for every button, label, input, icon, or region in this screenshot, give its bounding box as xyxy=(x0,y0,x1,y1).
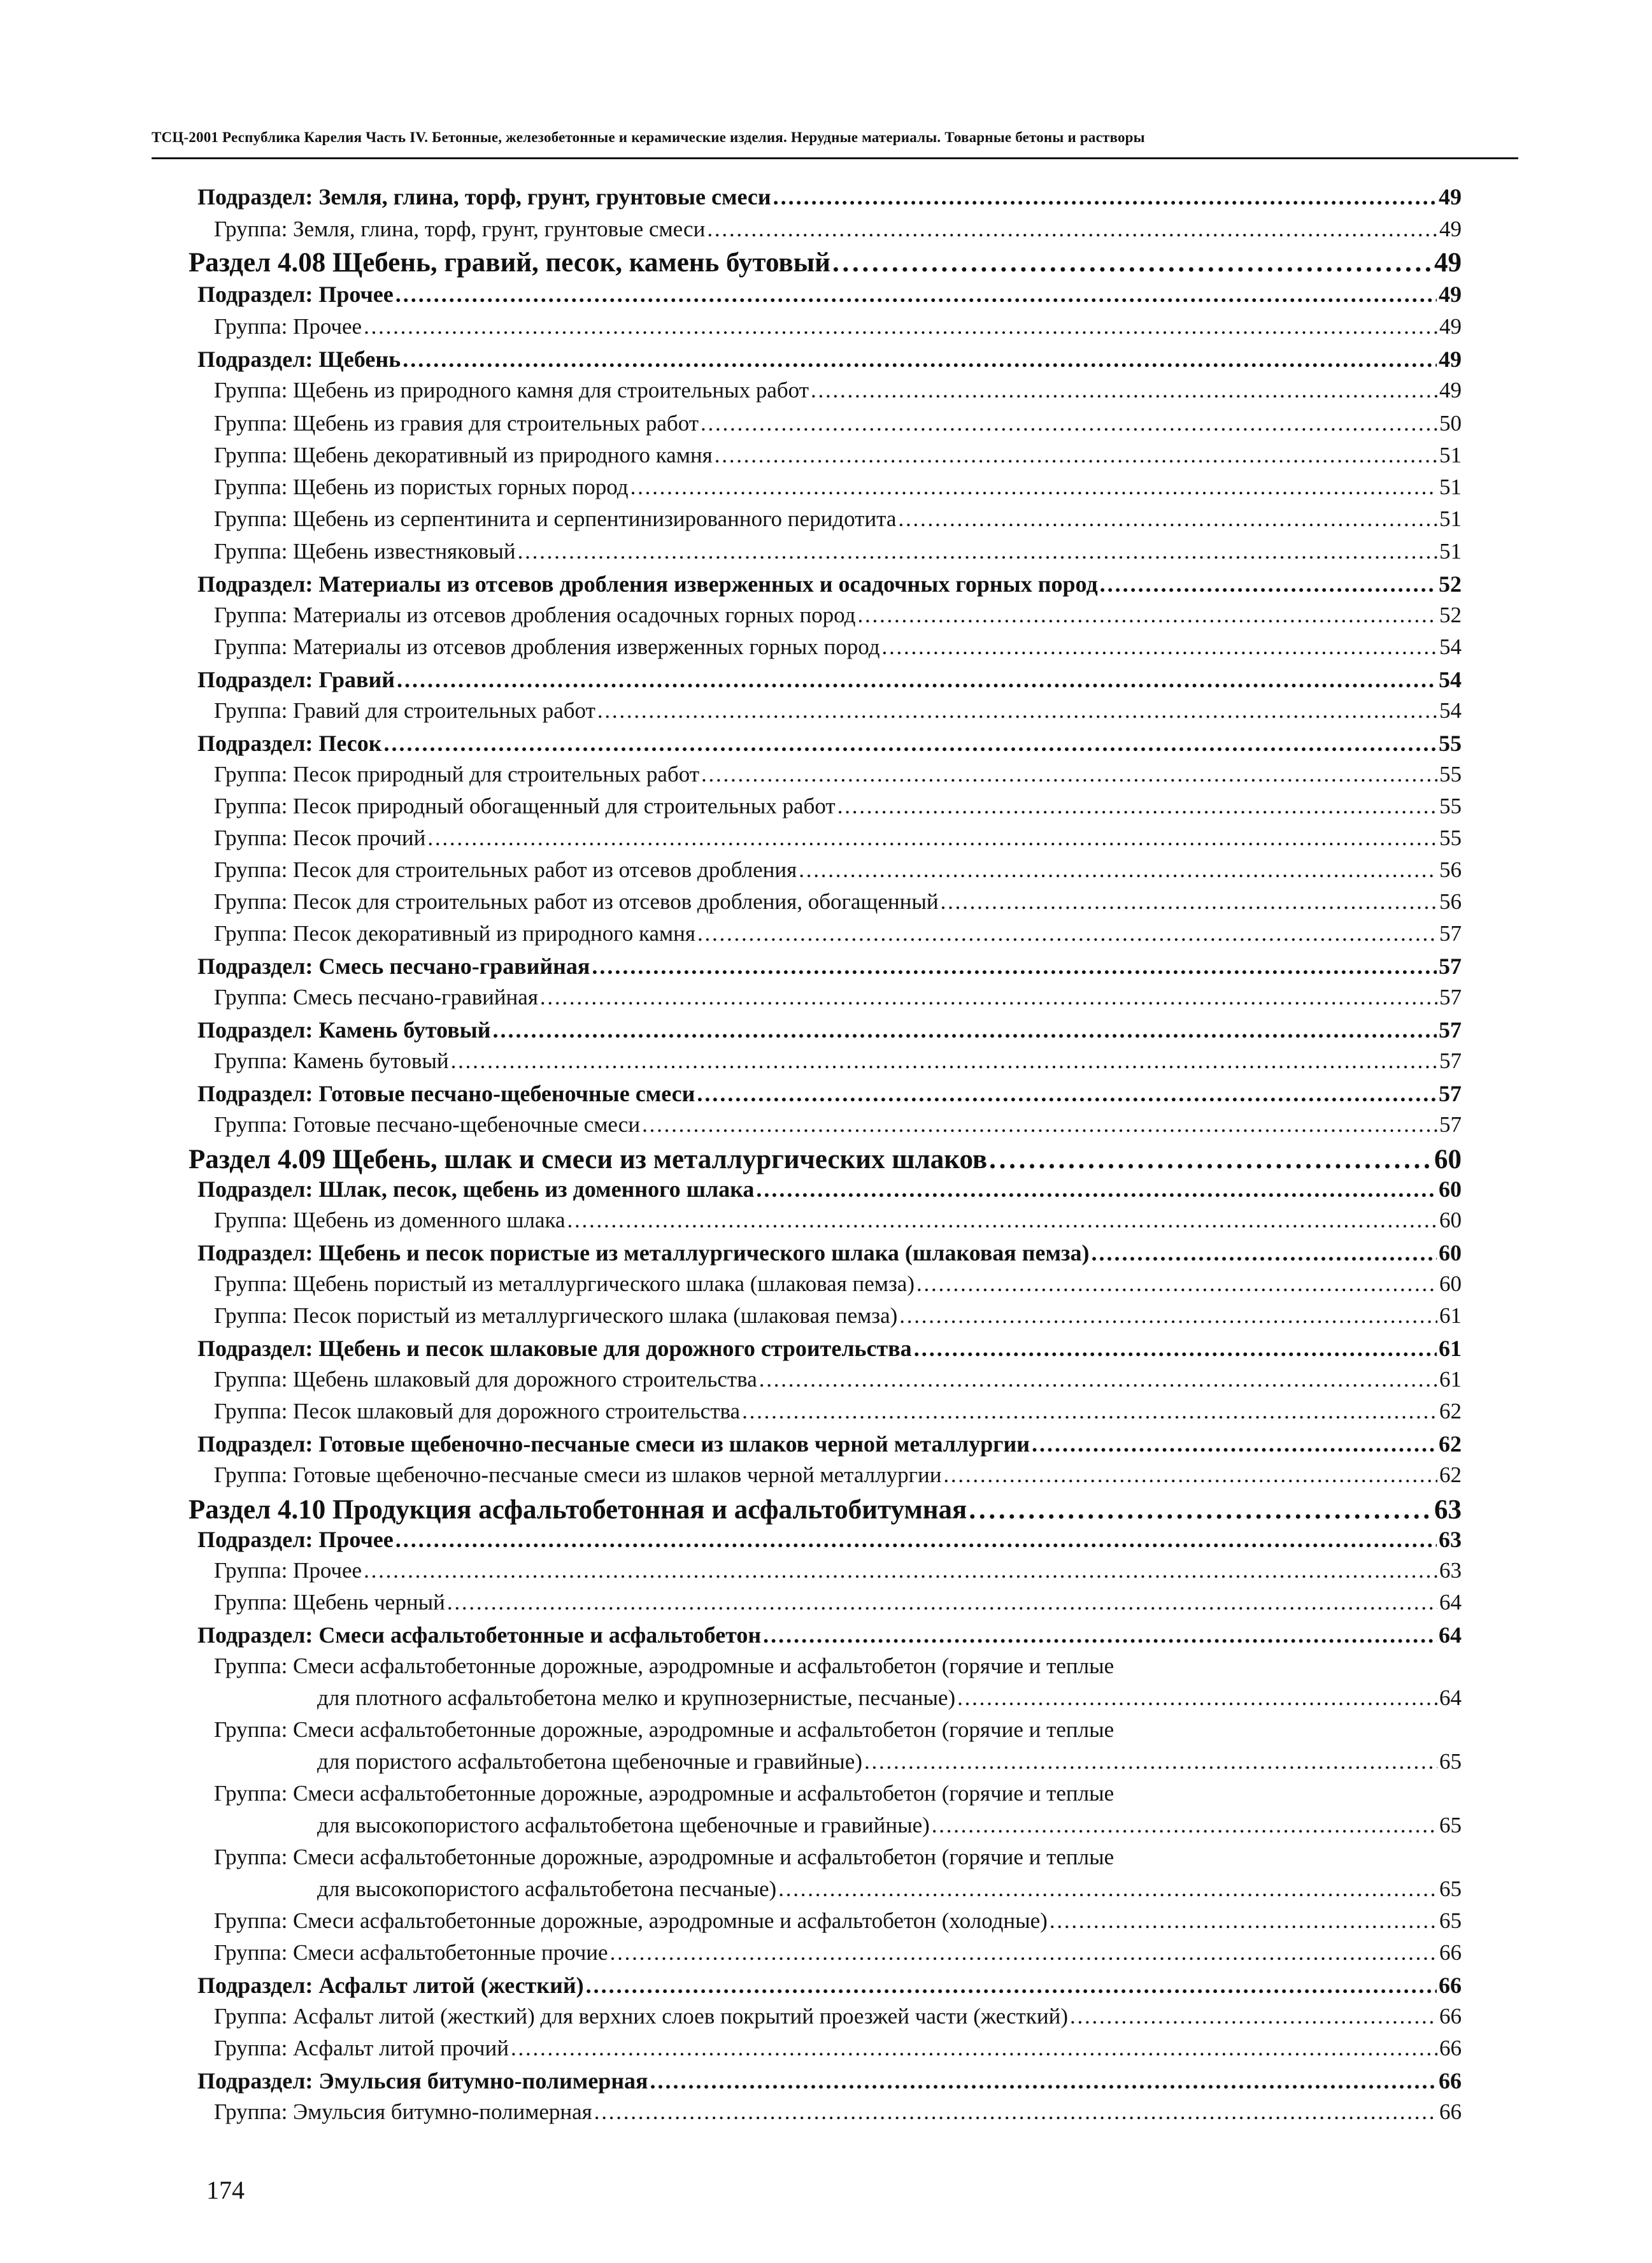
dot-leader xyxy=(914,1335,1437,1362)
toc-section xyxy=(189,247,1462,278)
dot-leader xyxy=(511,2036,1437,2061)
toc-entry-page: 51 xyxy=(1439,539,1462,564)
toc-entry-continuation: для высокопористого асфальтобетона песчаные) xyxy=(317,1876,777,1901)
toc-entry-title: Подраздел: Асфальт литой (жесткий) xyxy=(197,1973,584,1998)
toc-group xyxy=(214,1271,1462,1297)
toc-entry-page: 63 xyxy=(1434,1495,1462,1525)
toc-entry-title: Подраздел: Прочее xyxy=(197,282,394,307)
toc-entry-page: 54 xyxy=(1439,667,1462,692)
toc-group xyxy=(214,539,1462,564)
toc-group xyxy=(214,2036,1462,2061)
toc-subsection xyxy=(197,1526,1462,1553)
toc-entry-title: Подраздел: Смесь песчано-гравийная xyxy=(197,953,590,979)
dot-leader xyxy=(427,825,1437,851)
toc-group xyxy=(214,411,1462,436)
toc-entry-title: Группа: Материалы из отсевов дробления осадочных горных пород xyxy=(214,603,856,627)
toc-subsection xyxy=(197,1431,1462,1457)
toc-entry-page: 57 xyxy=(1439,985,1462,1010)
dot-leader xyxy=(799,857,1437,883)
toc-section xyxy=(189,1144,1462,1175)
toc-entry-title: Группа: Материалы из отсевов дробления изверженных горных пород xyxy=(214,634,880,659)
toc-entry-page: 55 xyxy=(1439,731,1462,756)
toc-entry-title: Подраздел: Щебень и песок пористые из металлургического шлака (шлаковая пемза) xyxy=(197,1240,1090,1266)
toc-entry-page: 66 xyxy=(1439,2036,1462,2060)
toc-entry-page: 49 xyxy=(1434,248,1462,278)
toc-entry-title: Раздел 4.09 Щебень, шлак и смеси из металлургических шлаков xyxy=(189,1145,988,1174)
dot-leader xyxy=(586,1972,1437,1999)
toc-entry-page: 55 xyxy=(1439,762,1462,787)
toc-entry-title: Группа: Песок декоративный из природного камня xyxy=(214,921,696,946)
toc-entry-page: 51 xyxy=(1439,475,1462,499)
dot-leader xyxy=(1070,2004,1437,2029)
dot-leader xyxy=(1032,1431,1437,1457)
toc-entry-title: Группа: Готовые песчано-щебеночные смеси xyxy=(214,1112,641,1137)
toc-entry-title: Группа: Смеси асфальтобетонные дорожные, аэродромные и асфальтобетон (холодные) xyxy=(214,1908,1048,1933)
toc-group xyxy=(214,1399,1462,1424)
toc-group xyxy=(214,314,1462,339)
toc-entry-title: Подраздел: Эмульсия битумно-полимерная xyxy=(197,2068,648,2094)
toc-entry-page: 60 xyxy=(1434,1145,1462,1174)
dot-leader xyxy=(395,1526,1437,1553)
toc-entry-title: Группа: Щебень из серпентинита и серпентинизированного перидотита xyxy=(214,506,897,531)
toc-section xyxy=(189,1494,1462,1525)
dot-leader xyxy=(592,953,1437,980)
dot-leader xyxy=(701,762,1437,787)
dot-leader xyxy=(899,1303,1437,1329)
toc-entry-title: Подраздел: Прочее xyxy=(197,1527,394,1552)
toc-group xyxy=(214,1940,1462,1966)
toc-entry-page: 65 xyxy=(1439,1876,1462,1901)
dot-leader xyxy=(518,539,1437,564)
dot-leader xyxy=(707,217,1437,242)
toc-subsection xyxy=(197,2067,1462,2094)
toc-entry-title: Раздел 4.10 Продукция асфальтобетонная и асфальтобитумная xyxy=(189,1495,967,1525)
toc-entry-title: Группа: Песок прочий xyxy=(214,825,426,850)
toc-entry-title: Подраздел: Готовые щебеночно-песчаные смеси из шлаков черной металлургии xyxy=(197,1431,1030,1457)
toc-entry-title: Подраздел: Щебень и песок шлаковые для дорожного строительства xyxy=(197,1336,912,1361)
toc-entry-title: Группа: Земля, глина, торф, грунт, грунтовые смеси xyxy=(214,217,706,241)
toc-entry-page: 66 xyxy=(1439,1940,1462,1965)
dot-leader xyxy=(898,506,1437,532)
toc-group xyxy=(214,603,1462,628)
dot-leader xyxy=(395,281,1437,308)
toc-entry xyxy=(317,1685,1462,1711)
toc-group xyxy=(214,1908,1462,1934)
toc-entry-continuation: для плотного асфальтобетона мелко и крупнозернистые, песчаные) xyxy=(317,1685,956,1710)
toc-entry-title: Группа: Песок для строительных работ из отсевов дробления, обогащенный xyxy=(214,889,939,914)
dot-leader xyxy=(957,1685,1437,1711)
dot-leader xyxy=(701,411,1437,436)
toc-subsection xyxy=(197,281,1462,308)
toc-entry-page: 66 xyxy=(1439,2068,1462,2094)
toc-group xyxy=(214,1112,1462,1138)
dot-leader xyxy=(594,2099,1437,2125)
dot-leader xyxy=(630,475,1437,500)
dot-leader xyxy=(650,2067,1437,2094)
dot-leader xyxy=(1091,1239,1437,1266)
toc-entry-title: Группа: Камень бутовый xyxy=(214,1048,449,1073)
toc-entry-page: 62 xyxy=(1439,1431,1462,1457)
toc-entry-title: Группа: Щебень черный xyxy=(214,1590,445,1615)
dot-leader xyxy=(540,985,1437,1010)
toc-entry-title: Группа: Песок шлаковый для дорожного строительства xyxy=(214,1399,741,1424)
toc-entry-continuation: для высокопористого асфальтобетона щебеночные и гравийные) xyxy=(317,1813,930,1838)
toc-entry-page: 49 xyxy=(1439,346,1462,372)
dot-leader xyxy=(397,666,1437,693)
dot-leader xyxy=(916,1271,1437,1297)
toc-group xyxy=(214,1208,1462,1233)
toc-entry-page: 60 xyxy=(1439,1240,1462,1266)
toc-entry-title: Группа: Щебень пористый из металлургического шлака (шлаковая пемза) xyxy=(214,1271,915,1296)
toc-entry-title: Группа: Смеси асфальтобетонные дорожные, аэродромные и асфальтобетон (горячие и теплые xyxy=(214,1653,1114,1678)
dot-leader xyxy=(943,1462,1437,1488)
toc-group xyxy=(214,1462,1462,1488)
toc-entry-title: Группа: Щебень шлаковый для дорожного строительства xyxy=(214,1367,757,1392)
toc-entry-page: 66 xyxy=(1439,2004,1462,2029)
toc-entry-page: 63 xyxy=(1439,1527,1462,1552)
toc-subsection xyxy=(197,1017,1462,1043)
dot-leader xyxy=(778,1876,1437,1902)
dot-leader xyxy=(864,1749,1437,1774)
toc-entry-title: Группа: Гравий для строительных работ xyxy=(214,698,595,723)
toc-group xyxy=(214,1303,1462,1329)
toc-group xyxy=(214,378,1462,403)
dot-leader xyxy=(811,378,1437,403)
toc-entry-title: Группа: Щебень из гравия для строительных работ xyxy=(214,411,699,436)
dot-leader xyxy=(642,1112,1437,1138)
toc-entry-page: 61 xyxy=(1439,1336,1462,1361)
toc-entry-page: 66 xyxy=(1439,2099,1462,2124)
toc-subsection xyxy=(197,1622,1462,1648)
toc-entry-page: 63 xyxy=(1439,1558,1462,1583)
toc-entry-page: 52 xyxy=(1439,571,1462,597)
toc-subsection xyxy=(197,346,1462,373)
toc-entry-page: 64 xyxy=(1439,1622,1462,1648)
toc-entry-title: Подраздел: Гравий xyxy=(197,667,395,692)
toc-entry-page: 65 xyxy=(1439,1813,1462,1838)
toc-entry-page: 62 xyxy=(1439,1462,1462,1487)
toc-entry-page: 51 xyxy=(1439,443,1462,468)
toc-entry-title: Группа: Смеси асфальтобетонные прочие xyxy=(214,1940,608,1965)
toc-entry-title: Группа: Готовые щебеночно-песчаные смеси из шлаков черной металлургии xyxy=(214,1462,942,1487)
toc-entry-page: 49 xyxy=(1439,184,1462,210)
toc-entry-page: 65 xyxy=(1439,1749,1462,1774)
dot-leader xyxy=(715,443,1437,468)
dot-leader xyxy=(832,247,1432,278)
dot-leader xyxy=(402,346,1437,373)
toc-entry-title: Группа: Асфальт литой прочий xyxy=(214,2036,509,2060)
toc-subsection xyxy=(197,571,1462,597)
toc-entry-page: 52 xyxy=(1439,603,1462,627)
toc-entry-title: Группа: Песок природный для строительных работ xyxy=(214,762,700,787)
toc-group xyxy=(214,889,1462,915)
toc-entry-page: 57 xyxy=(1439,1017,1462,1043)
toc-entry-title: Группа: Прочее xyxy=(214,1558,362,1583)
toc-entry-title: Подраздел: Шлак, песок, щебень из доменного шлака xyxy=(197,1176,755,1202)
toc-entry-page: 56 xyxy=(1439,889,1462,914)
toc-group xyxy=(214,1590,1462,1615)
toc-entry-title: Группа: Смесь песчано-гравийная xyxy=(214,985,538,1010)
toc-subsection xyxy=(197,1176,1462,1203)
dot-leader xyxy=(763,1622,1437,1648)
toc-entry-page: 57 xyxy=(1439,1112,1462,1137)
dot-leader xyxy=(567,1208,1438,1233)
toc-entry-page: 60 xyxy=(1439,1208,1462,1232)
dot-leader xyxy=(597,698,1437,724)
toc-entry-page: 57 xyxy=(1439,1081,1462,1106)
page-number: 174 xyxy=(206,2176,245,2204)
dot-leader xyxy=(941,889,1437,915)
toc-group xyxy=(214,475,1462,500)
toc-entry-page: 57 xyxy=(1439,953,1462,979)
dot-leader xyxy=(364,1558,1437,1583)
toc-group xyxy=(214,443,1462,468)
toc-group xyxy=(214,2099,1462,2125)
toc-entry-page: 54 xyxy=(1439,698,1462,723)
toc-entry-title: Группа: Песок для строительных работ из отсевов дробления xyxy=(214,857,797,882)
toc-entry-page: 57 xyxy=(1439,921,1462,946)
toc-entry-page: 57 xyxy=(1439,1048,1462,1073)
toc-entry-continuation: для пористого асфальтобетона щебеночные и гравийные) xyxy=(317,1749,862,1774)
toc-entry-page: 55 xyxy=(1439,794,1462,818)
toc-entry-title: Подраздел: Смеси асфальтобетонные и асфальтобетон xyxy=(197,1622,762,1648)
toc-group xyxy=(214,1048,1462,1074)
dot-leader xyxy=(837,794,1437,819)
toc-entry-title: Группа: Песок пористый из металлургического шлака (шлаковая пемза) xyxy=(214,1303,898,1328)
toc-entry-title: Группа: Щебень декоративный из природного камня xyxy=(214,443,713,468)
toc-entry-title: Группа: Прочее xyxy=(214,314,362,339)
toc-entry-page: 49 xyxy=(1439,282,1462,307)
toc-entry-page: 50 xyxy=(1439,411,1462,436)
toc-entry-title: Группа: Щебень из доменного шлака xyxy=(214,1208,566,1232)
toc-group xyxy=(214,825,1462,851)
dot-leader xyxy=(1100,571,1437,597)
toc-entry-title: Подраздел: Готовые песчано-щебеночные смеси xyxy=(197,1081,695,1106)
toc-entry-page: 60 xyxy=(1439,1271,1462,1296)
toc-entry-page: 65 xyxy=(1439,1908,1462,1933)
toc-group xyxy=(214,1367,1462,1392)
toc-entry-title: Группа: Асфальт литой (жесткий) для верхних слоев покрытий проезжей части (жесткий) xyxy=(214,2004,1068,2029)
dot-leader xyxy=(384,730,1437,757)
dot-leader xyxy=(451,1048,1437,1074)
toc-subsection xyxy=(197,1335,1462,1362)
toc-group xyxy=(214,217,1462,242)
toc-entry-title: Подраздел: Материалы из отсевов дробления изверженных и осадочных горных пород xyxy=(197,571,1098,597)
dot-leader xyxy=(697,921,1437,946)
toc-subsection xyxy=(197,183,1462,210)
toc-entry-title: Группа: Эмульсия битумно-полимерная xyxy=(214,2099,592,2124)
toc-entry-page: 55 xyxy=(1439,825,1462,850)
dot-leader xyxy=(447,1590,1437,1615)
toc-entry xyxy=(317,1876,1462,1902)
toc-entry-page: 64 xyxy=(1439,1590,1462,1615)
toc-subsection xyxy=(197,1239,1462,1266)
toc-entry-title: Группа: Щебень из пористых горных пород xyxy=(214,475,629,499)
toc-entry-title: Группа: Смеси асфальтобетонные дорожные, аэродромные и асфальтобетон (горячие и теплые xyxy=(214,1717,1114,1742)
toc-subsection xyxy=(197,730,1462,757)
toc-entry-page: 64 xyxy=(1439,1685,1462,1710)
toc-group xyxy=(214,794,1462,819)
toc-entry-title: Подраздел: Песок xyxy=(197,731,382,756)
toc-group xyxy=(214,698,1462,724)
toc-entry-page: 61 xyxy=(1439,1367,1462,1392)
toc-subsection xyxy=(197,953,1462,980)
toc-entry-title: Группа: Смеси асфальтобетонные дорожные, аэродромные и асфальтобетон (горячие и теплые xyxy=(214,1781,1114,1806)
toc-entry-title: Группа: Щебень из природного камня для строительных работ xyxy=(214,378,809,403)
toc-entry-title: Подраздел: Щебень xyxy=(197,346,401,372)
toc-entry xyxy=(317,1749,1462,1774)
dot-leader xyxy=(742,1399,1437,1424)
toc-entry xyxy=(317,1813,1462,1838)
toc-entry-title: Подраздел: Камень бутовый xyxy=(197,1017,491,1043)
toc-entry-page: 60 xyxy=(1439,1176,1462,1202)
dot-leader xyxy=(610,1940,1437,1966)
dot-leader xyxy=(857,603,1437,628)
dot-leader xyxy=(759,1367,1437,1392)
toc-entry-page: 56 xyxy=(1439,857,1462,882)
toc-group xyxy=(214,921,1462,946)
toc-entry-page: 54 xyxy=(1439,634,1462,659)
toc-group xyxy=(214,985,1462,1010)
dot-leader xyxy=(989,1144,1432,1175)
toc-entry-page: 62 xyxy=(1439,1399,1462,1424)
dot-leader xyxy=(493,1017,1437,1043)
toc-subsection xyxy=(197,1080,1462,1107)
toc-group xyxy=(214,2004,1462,2029)
dot-leader xyxy=(882,634,1437,660)
dot-leader xyxy=(932,1813,1437,1838)
toc-entry-title: Группа: Песок природный обогащенный для строительных работ xyxy=(214,794,836,818)
toc-group xyxy=(214,634,1462,660)
toc-group xyxy=(214,506,1462,532)
toc-entry-title: Раздел 4.08 Щебень, гравий, песок, камень бутовый xyxy=(189,248,830,278)
toc-entry-title: Группа: Смеси асфальтобетонные дорожные, аэродромные и асфальтобетон (горячие и теплые xyxy=(214,1845,1114,1869)
toc-entry-page: 66 xyxy=(1439,1973,1462,1998)
toc-group xyxy=(214,1558,1462,1583)
running-header: ТСЦ-2001 Республика Карелия Часть IV. Бетонные, железобетонные и керамические изделия. Нерудные материалы. Товарные бетоны и растворы xyxy=(152,129,1145,145)
toc-group xyxy=(214,857,1462,883)
dot-leader xyxy=(364,314,1437,339)
header-rule xyxy=(152,157,1518,159)
dot-leader xyxy=(1050,1908,1437,1934)
toc-entry-page: 49 xyxy=(1439,217,1462,241)
dot-leader xyxy=(697,1080,1437,1107)
dot-leader xyxy=(773,183,1437,210)
toc-entry-page: 49 xyxy=(1439,378,1462,403)
dot-leader xyxy=(969,1494,1432,1525)
toc-entry-title: Подраздел: Земля, глина, торф, грунт, грунтовые смеси xyxy=(197,184,771,210)
toc-entry-page: 51 xyxy=(1439,506,1462,531)
toc-entry-page: 61 xyxy=(1439,1303,1462,1328)
toc-entry-title: Группа: Щебень известняковый xyxy=(214,539,516,564)
toc-subsection xyxy=(197,666,1462,693)
toc-group xyxy=(214,762,1462,787)
dot-leader xyxy=(756,1176,1437,1203)
toc-subsection xyxy=(197,1972,1462,1999)
toc-entry-page: 49 xyxy=(1439,314,1462,339)
